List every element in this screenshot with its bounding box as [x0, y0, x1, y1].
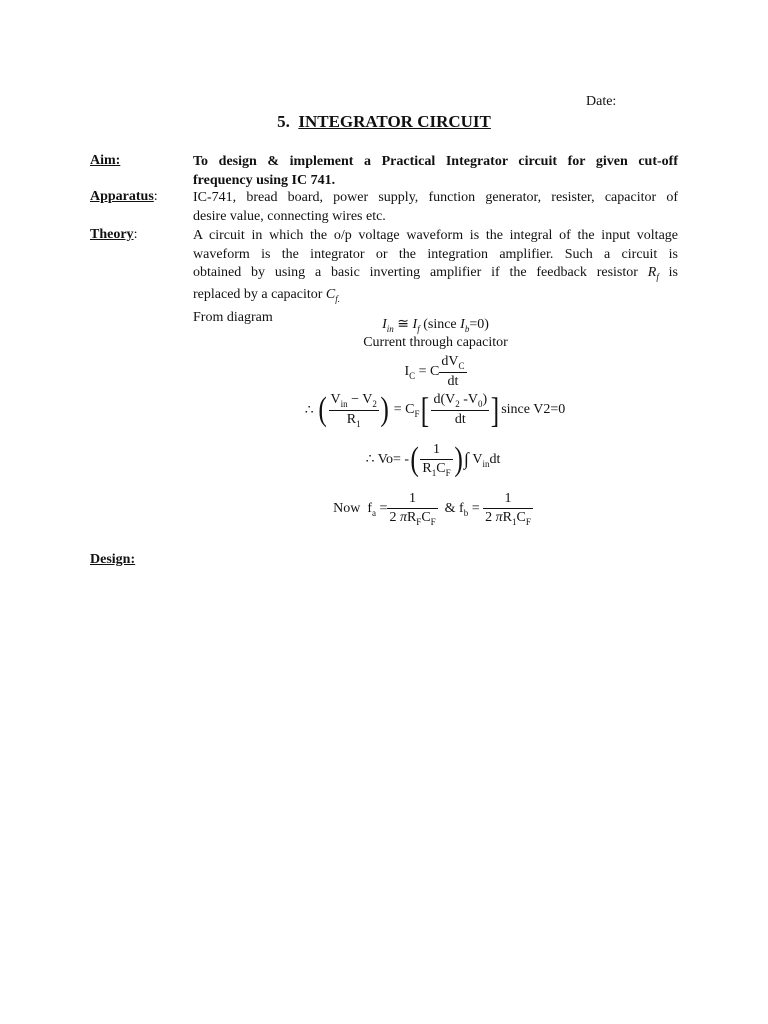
equation-node-current: ∴ ( $\frac{V_{in} - V_2}{R_1}$ ) = $C_F$ [ $\frac{d(V_2 -V_0)}{dt}$ ] since V2=0: [304, 390, 566, 431]
design-label: Design:: [90, 552, 136, 567]
aim-text: To design & implement a Practical Integrator circuit for given cut-off frequency using IC 741.: [193, 154, 678, 188]
aim-label: Aim:: [90, 153, 121, 168]
date-label: Date:: [586, 94, 617, 109]
apparatus-text: IC-741, bread board, power supply, function generator, resister, capacitor of desire value, connecting wires etc.: [193, 190, 678, 224]
theory-label: Theory:: [90, 227, 138, 242]
theory-text: A circuit in which the o/p voltage waveform is the integral of the input voltage waveform is the integrator or the integration amplifier. Such a circuit is obtained by using a basic inverting amplifier if the feedback resistor $R_f$ is replaced by a capacitor $C_{f.}$ From diagram: [193, 228, 678, 325]
equation-cutoff-frequencies: Now $f_a$ = $\frac{1}{2 \pi R_FC_F}$ & $f_b$ = $\frac{1}{2 \pi R_1C_F}$: [333, 491, 531, 527]
since-v2-text: since V2=0: [501, 402, 566, 418]
title-text: INTEGRATOR CIRCUIT: [298, 112, 491, 131]
current-through-capacitor-text: Current through capacitor: [363, 335, 508, 350]
equation-current-equality: $I_{in}$ ≅ $I_f$ (since $I_b=0$): [382, 317, 489, 334]
equation-output-voltage: ∴ Vo= - ( $\frac{1}{R_1C_F}$ ) ∫ $V_{in}dt$: [365, 440, 501, 478]
title-number: 5.: [277, 112, 290, 131]
page-title: [0, 112, 768, 132]
equation-capacitor-current: $I_C = C$ $\frac{dV_C}{dt}$: [404, 354, 465, 389]
now-text: Now: [333, 500, 361, 516]
apparatus-label: Apparatus:: [90, 189, 158, 204]
